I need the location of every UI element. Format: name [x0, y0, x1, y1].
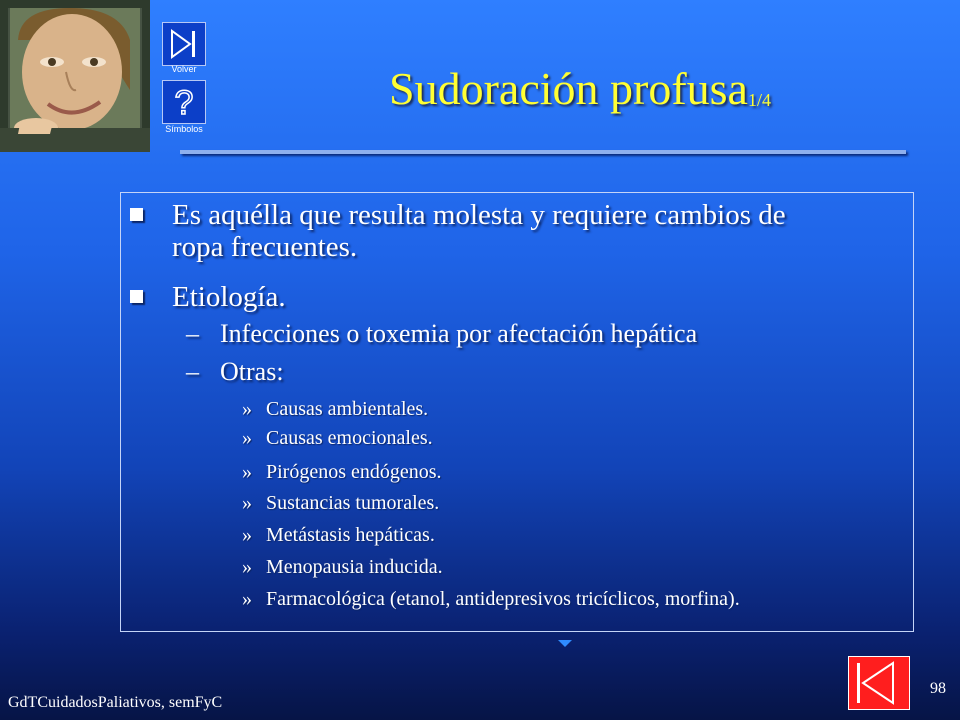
- cause-text: Metástasis hepáticas.: [266, 524, 435, 546]
- simbolos-label: Símbolos: [165, 124, 203, 134]
- portrait-image: [0, 0, 150, 152]
- cause-text: Causas emocionales.: [266, 427, 433, 449]
- raquo-marker: »: [242, 524, 252, 546]
- list-item: [130, 199, 810, 263]
- item-text: Etiología.: [172, 281, 286, 313]
- cause-text: Pirógenos endógenos.: [266, 461, 442, 483]
- cause-item: [242, 460, 442, 484]
- item-text: Es aquélla que resulta molesta y requiere cambios de ropa frecuentes.: [172, 199, 786, 263]
- volver-button[interactable]: [162, 22, 206, 66]
- page-number: 98: [930, 680, 946, 697]
- raquo-marker: »: [242, 461, 252, 483]
- list-item: [130, 281, 810, 313]
- raquo-marker: »: [242, 556, 252, 578]
- sub-list-item: [186, 357, 284, 387]
- back-triangle-icon: [849, 657, 909, 709]
- title-divider: [180, 150, 906, 154]
- raquo-marker: »: [242, 588, 252, 610]
- play-next-icon: [163, 23, 205, 65]
- cause-item: [242, 491, 439, 515]
- title-fraction: 1/4: [747, 90, 771, 110]
- back-button[interactable]: [848, 656, 910, 710]
- cause-text: Causas ambientales.: [266, 398, 429, 420]
- page-title: [300, 62, 860, 115]
- volver-label: Volver: [171, 64, 197, 74]
- down-arrow-icon[interactable]: [558, 640, 572, 647]
- svg-text:?: ?: [174, 84, 194, 122]
- square-bullet-icon: [130, 208, 143, 221]
- cause-item: [242, 523, 435, 547]
- cause-text: Menopausia inducida.: [266, 556, 443, 578]
- cause-item: [242, 587, 740, 611]
- cause-text: Sustancias tumorales.: [266, 492, 440, 514]
- raquo-marker: »: [242, 398, 252, 420]
- dash-marker: –: [186, 319, 199, 348]
- cause-text: Farmacológica (etanol, antidepresivos tricíclicos, morfina).: [266, 588, 740, 610]
- sub-list-item: [186, 319, 697, 349]
- title-text: Sudoración profusa: [389, 63, 748, 114]
- sub-item-text: Infecciones o toxemia por afectación hepática: [220, 319, 698, 348]
- raquo-marker: »: [242, 492, 252, 514]
- question-mark-icon: [163, 81, 205, 123]
- dash-marker: –: [186, 357, 199, 386]
- cause-item: [242, 555, 443, 579]
- footer-organization: GdTCuidadosPaliativos, semFyC: [8, 694, 223, 711]
- simbolos-button[interactable]: [162, 80, 206, 124]
- sub-item-text: Otras:: [220, 357, 284, 386]
- raquo-marker: »: [242, 427, 252, 449]
- square-bullet-icon: [130, 290, 143, 303]
- cause-item: [242, 426, 433, 450]
- cause-item: [242, 397, 428, 421]
